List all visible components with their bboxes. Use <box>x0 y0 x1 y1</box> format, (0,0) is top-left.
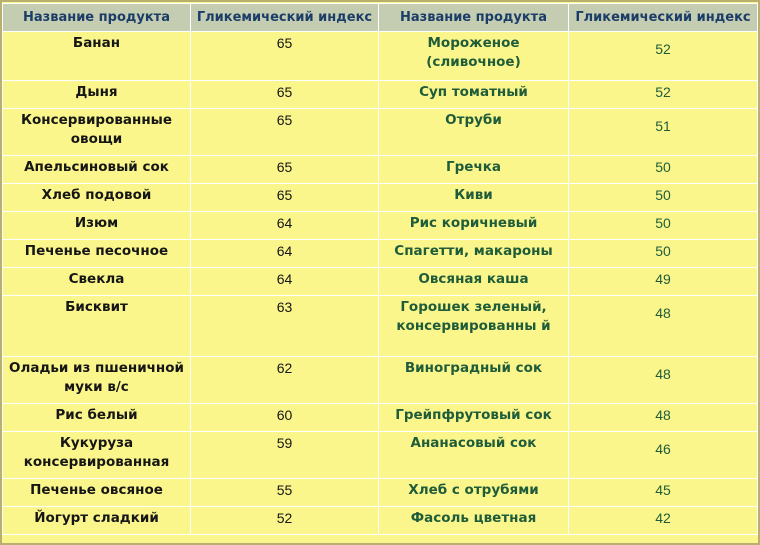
glycemic-index-cell: 62 <box>191 357 379 404</box>
table-row <box>3 296 758 357</box>
product-name-cell: Кукуруза консервированная <box>3 432 191 479</box>
product-name-cell: Рис белый <box>3 404 191 432</box>
table-row <box>3 240 758 268</box>
glycemic-index-cell: 64 <box>191 240 379 268</box>
product-name-cell: Ананасовый сок <box>379 432 569 479</box>
product-name-cell: Мороженое (сливочное) <box>379 32 569 81</box>
product-name-cell: Хлеб подовой <box>3 184 191 212</box>
glycemic-index-cell: 64 <box>191 268 379 296</box>
product-name-cell: Отруби <box>379 109 569 156</box>
product-name-cell: Дыня <box>3 81 191 109</box>
product-name-cell: Хлеб с отрубями <box>379 479 569 507</box>
table-row <box>3 32 758 81</box>
glycemic-index-cell: 45 <box>569 479 758 507</box>
product-name-cell: Консервированные овощи <box>3 109 191 156</box>
glycemic-index-cell: 65 <box>191 156 379 184</box>
glycemic-index-cell: 48 <box>569 357 758 404</box>
glycemic-index-cell: 48 <box>569 404 758 432</box>
glycemic-index-cell: 63 <box>191 296 379 357</box>
product-name-cell: Киви <box>379 184 569 212</box>
product-name-cell: Апельсиновый сок <box>3 156 191 184</box>
glycemic-index-cell: 59 <box>191 432 379 479</box>
product-name-cell: Спагетти, макароны <box>379 240 569 268</box>
product-name-cell: Оладьи из пшеничной муки в/с <box>3 357 191 404</box>
glycemic-index-cell: 48 <box>569 296 758 357</box>
glycemic-index-cell: 65 <box>191 109 379 156</box>
table-row <box>3 404 758 432</box>
glycemic-index-cell: 51 <box>569 109 758 156</box>
glycemic-index-cell: 64 <box>191 212 379 240</box>
glycemic-index-cell: 52 <box>191 507 379 535</box>
glycemic-index-cell: 65 <box>191 32 379 81</box>
glycemic-index-cell: 42 <box>569 507 758 535</box>
header-product-name-2: Название продукта <box>379 4 569 32</box>
product-name-cell: Гречка <box>379 156 569 184</box>
table-row <box>3 156 758 184</box>
product-name-cell: Печенье песочное <box>3 240 191 268</box>
table-row <box>3 212 758 240</box>
product-name-cell: Изюм <box>3 212 191 240</box>
table-row <box>3 109 758 156</box>
glycemic-index-cell: 52 <box>569 32 758 81</box>
table-row <box>3 479 758 507</box>
product-name-cell: Свекла <box>3 268 191 296</box>
table-row <box>3 507 758 535</box>
product-name-cell: Фасоль цветная <box>379 507 569 535</box>
header-glycemic-index-2: Гликемический индекс <box>569 4 758 32</box>
product-name-cell: Грейпфрутовый сок <box>379 404 569 432</box>
glycemic-index-cell: 50 <box>569 184 758 212</box>
table-row <box>3 184 758 212</box>
glycemic-index-cell: 52 <box>569 81 758 109</box>
table-row <box>3 357 758 404</box>
header-product-name-1: Название продукта <box>3 4 191 32</box>
product-name-cell: Печенье овсяное <box>3 479 191 507</box>
glycemic-index-cell: 65 <box>191 184 379 212</box>
glycemic-index-cell: 50 <box>569 212 758 240</box>
product-name-cell: Овсяная каша <box>379 268 569 296</box>
glycemic-index-cell: 50 <box>569 156 758 184</box>
glycemic-index-cell: 46 <box>569 432 758 479</box>
product-name-cell: Бисквит <box>3 296 191 357</box>
glycemic-index-cell: 49 <box>569 268 758 296</box>
table-row <box>3 432 758 479</box>
product-name-cell: Йогурт сладкий <box>3 507 191 535</box>
table-row <box>3 268 758 296</box>
header-row <box>3 4 758 32</box>
product-name-cell: Суп томатный <box>379 81 569 109</box>
glycemic-index-cell: 50 <box>569 240 758 268</box>
glycemic-index-cell: 55 <box>191 479 379 507</box>
glycemic-index-table <box>2 3 758 535</box>
product-name-cell: Горошек зеленый, консервированны й <box>379 296 569 357</box>
product-name-cell: Рис коричневый <box>379 212 569 240</box>
product-name-cell: Банан <box>3 32 191 81</box>
table-row <box>3 81 758 109</box>
header-glycemic-index-1: Гликемический индекс <box>191 4 379 32</box>
glycemic-index-cell: 65 <box>191 81 379 109</box>
product-name-cell: Виноградный сок <box>379 357 569 404</box>
glycemic-index-cell: 60 <box>191 404 379 432</box>
